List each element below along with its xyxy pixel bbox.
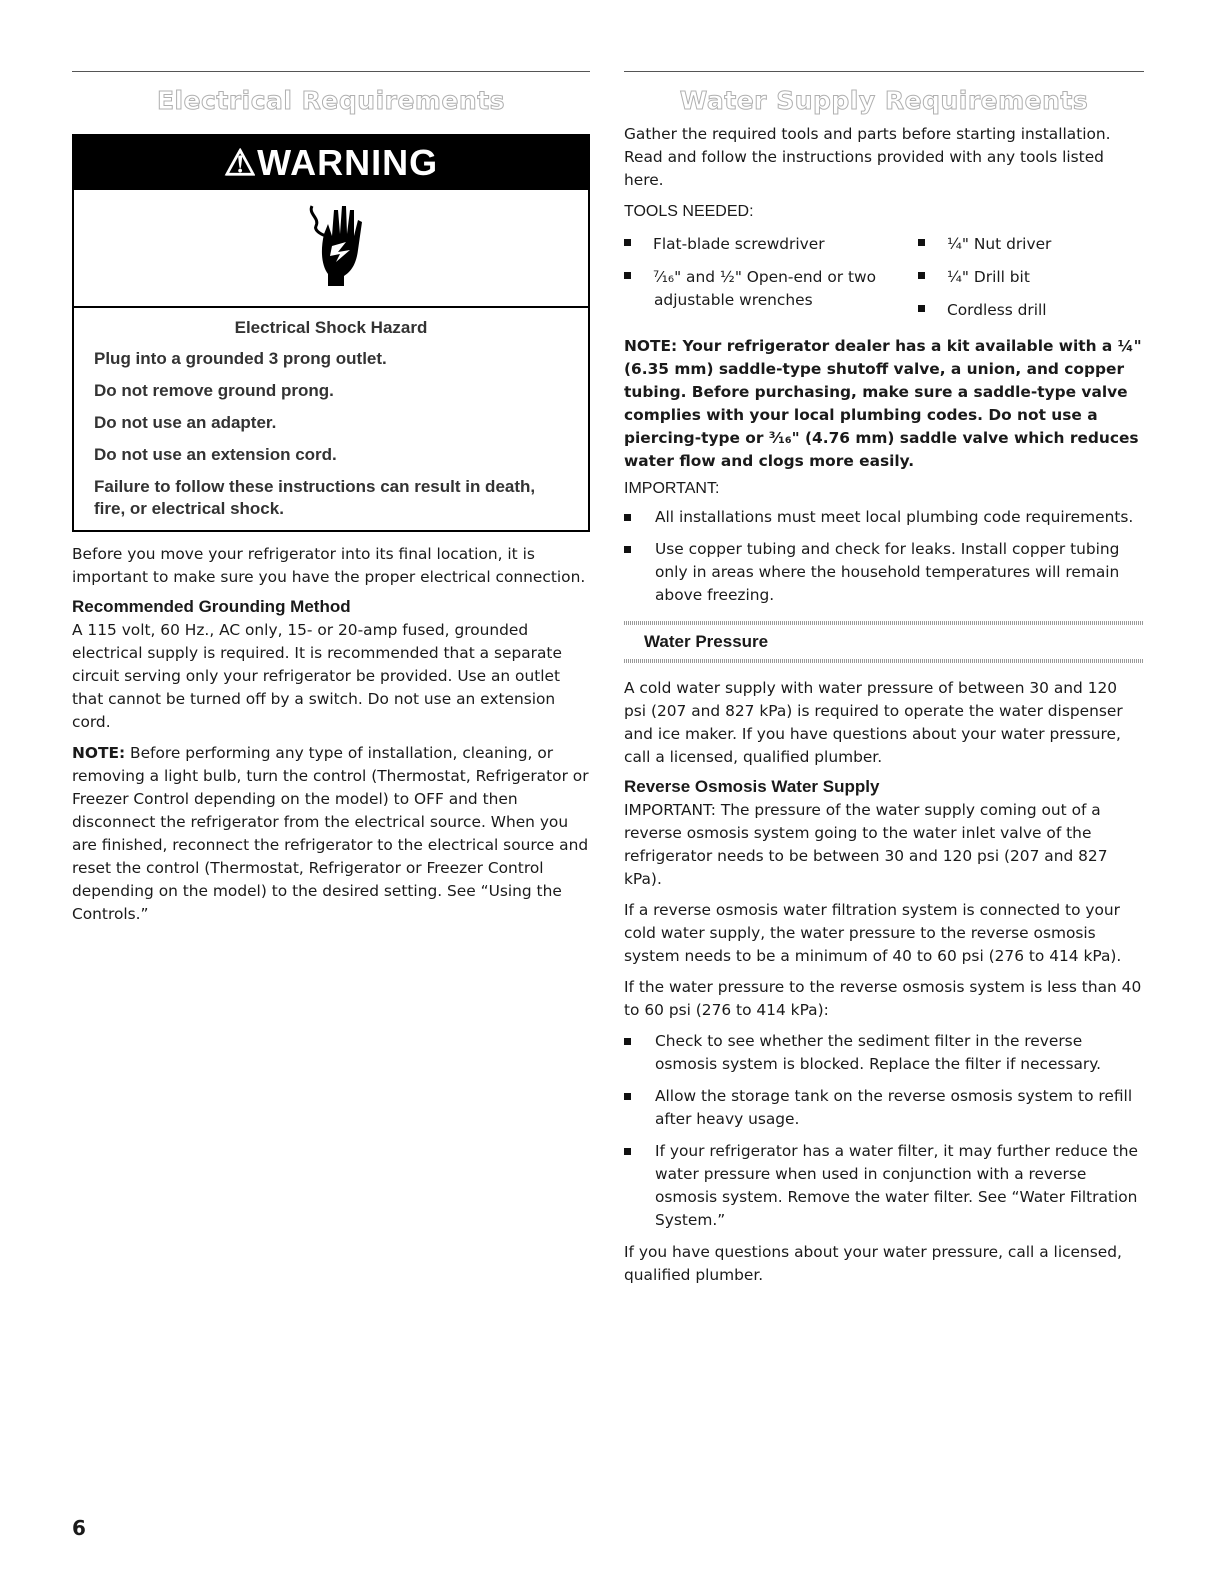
tool-item: ¼" Nut driver [918, 233, 1051, 256]
important-item: Use copper tubing and check for leaks. Install copper tubing only in areas where the household temperatures will remain above freezing. [624, 538, 1144, 607]
warning-line: Do not use an adapter. [94, 413, 277, 432]
warning-hazard: Electrical Shock Hazard [234, 318, 428, 337]
section-title-electrical: Electrical Requirements [156, 86, 506, 115]
ro-text: If a reverse osmosis water filtration system is connected to your cold water supply, the water pressure to the reverse osmosis system needs to be a minimum of 40 to 60 psi (276 to 414 kPa). [624, 901, 1122, 965]
grounding-text: A 115 volt, 60 Hz., AC only, 15- or 20-amp fused, grounded electrical supply is required. It is recommended that a separate circuit serving only your refrigerator be provided. Use an outlet that cannot be turned off by a switch. Do not use an extension cord. [72, 621, 562, 731]
warning-text [74, 308, 588, 520]
ro-text: IMPORTANT: The pressure of the water supply coming out of a reverse osmosis system going to the water inlet valve of the refrigerator needs to be between 30 and 120 psi (207 and 827 kPa). [624, 801, 1108, 888]
bullet-icon [624, 1148, 631, 1155]
water-pressure-band [624, 621, 1144, 663]
warning-box [72, 134, 590, 532]
kit-note: NOTE: Your refrigerator dealer has a kit available with a ¼" (6.35 mm) saddle-type shutoff valve, a union, and copper tubing. Before purchasing, make sure a saddle-type valve complies with your local plumbing codes. Do not use a piercing-type or ³⁄₁₆" (4.76 mm) saddle valve which reduces water flow and clogs more easily. [624, 337, 1142, 470]
tool-item: ⁷⁄₁₆" and ½" Open-end or two adjustable wrenches [624, 266, 944, 312]
page-number: 6 [72, 1516, 86, 1540]
bullet-icon [624, 1038, 631, 1045]
bullet-icon [624, 1093, 631, 1100]
bullet-icon [624, 272, 631, 279]
important-item: All installations must meet local plumbing code requirements. [624, 506, 1144, 529]
section-rule [624, 71, 1144, 72]
warning-line: Do not use an extension cord. [94, 445, 337, 464]
tool-item: ¼" Drill bit [918, 266, 1030, 289]
ro-item: Allow the storage tank on the reverse osmosis system to refill after heavy usage. [624, 1085, 1144, 1131]
tools-heading: TOOLS NEEDED: [624, 203, 754, 220]
warning-header: ⚠WARNING [74, 136, 588, 190]
water-pressure-heading: Water Pressure [644, 632, 769, 651]
tools-list [624, 227, 1144, 329]
right-body [624, 123, 1144, 1295]
bullet-icon [624, 546, 631, 553]
note-text: Before performing any type of installation, cleaning, or removing a light bulb, turn the control (Thermostat, Refrigerator or Freezer Control depending on the model) to OFF and then disconnect the refrigerator from the electrical source. When you are finished, reconnect the refrigerator to the electrical source and reset the control (Thermostat, Refrigerator or Freezer Control depending on the model) to the desired setting. See “Using the Controls.” [72, 744, 589, 923]
tool-item: Flat-blade screwdriver [624, 233, 914, 256]
important-heading: IMPORTANT: [624, 480, 720, 497]
water-pressure-text: A cold water supply with water pressure of between 30 and 120 psi (207 and 827 kPa) is required to operate the water dispenser and ice maker. If you have questions about your water pressure, call a licensed, qualified plumber. [624, 679, 1123, 766]
bullet-icon [918, 305, 925, 312]
bullet-icon [918, 272, 925, 279]
tool-item: Cordless drill [918, 299, 1047, 322]
electrical-note [72, 742, 590, 926]
section-title-water: Water Supply Requirements [679, 86, 1089, 115]
bullet-icon [624, 239, 631, 246]
electrical-intro: Before you move your refrigerator into its final location, it is important to make sure you have the proper electrical connection. [72, 545, 586, 586]
band-stripe [624, 659, 1144, 663]
bullet-icon [624, 514, 631, 521]
left-body [72, 543, 590, 934]
warning-line: Plug into a grounded 3 prong outlet. [94, 349, 387, 368]
ro-item: Check to see whether the sediment filter in the reverse osmosis system is blocked. Replace the filter if necessary. [624, 1030, 1144, 1076]
ro-text: If the water pressure to the reverse osmosis system is less than 40 to 60 psi (276 to 414 kPa): [624, 978, 1142, 1019]
warning-icon-area [74, 190, 588, 308]
ro-item: If your refrigerator has a water filter, it may further reduce the water pressure when used in conjunction with a reverse osmosis system. Remove the water filter. See “Water Filtration System.” [624, 1140, 1144, 1232]
bullet-icon [918, 239, 925, 246]
water-intro: Gather the required tools and parts before starting installation. Read and follow the instructions provided with any tools listed here. [624, 125, 1111, 189]
ro-heading: Reverse Osmosis Water Supply [624, 777, 880, 796]
grounding-heading: Recommended Grounding Method [72, 597, 351, 616]
warning-line: Failure to follow these instructions can result in death, fire, or electrical shock. [94, 477, 536, 518]
band-stripe [624, 621, 1144, 625]
warning-line: Do not remove ground prong. [94, 381, 334, 400]
electric-shock-hand-icon [306, 200, 366, 286]
note-label: NOTE: [72, 744, 126, 762]
closing-text: If you have questions about your water pressure, call a licensed, qualified plumber. [624, 1243, 1122, 1284]
section-rule [72, 71, 590, 72]
